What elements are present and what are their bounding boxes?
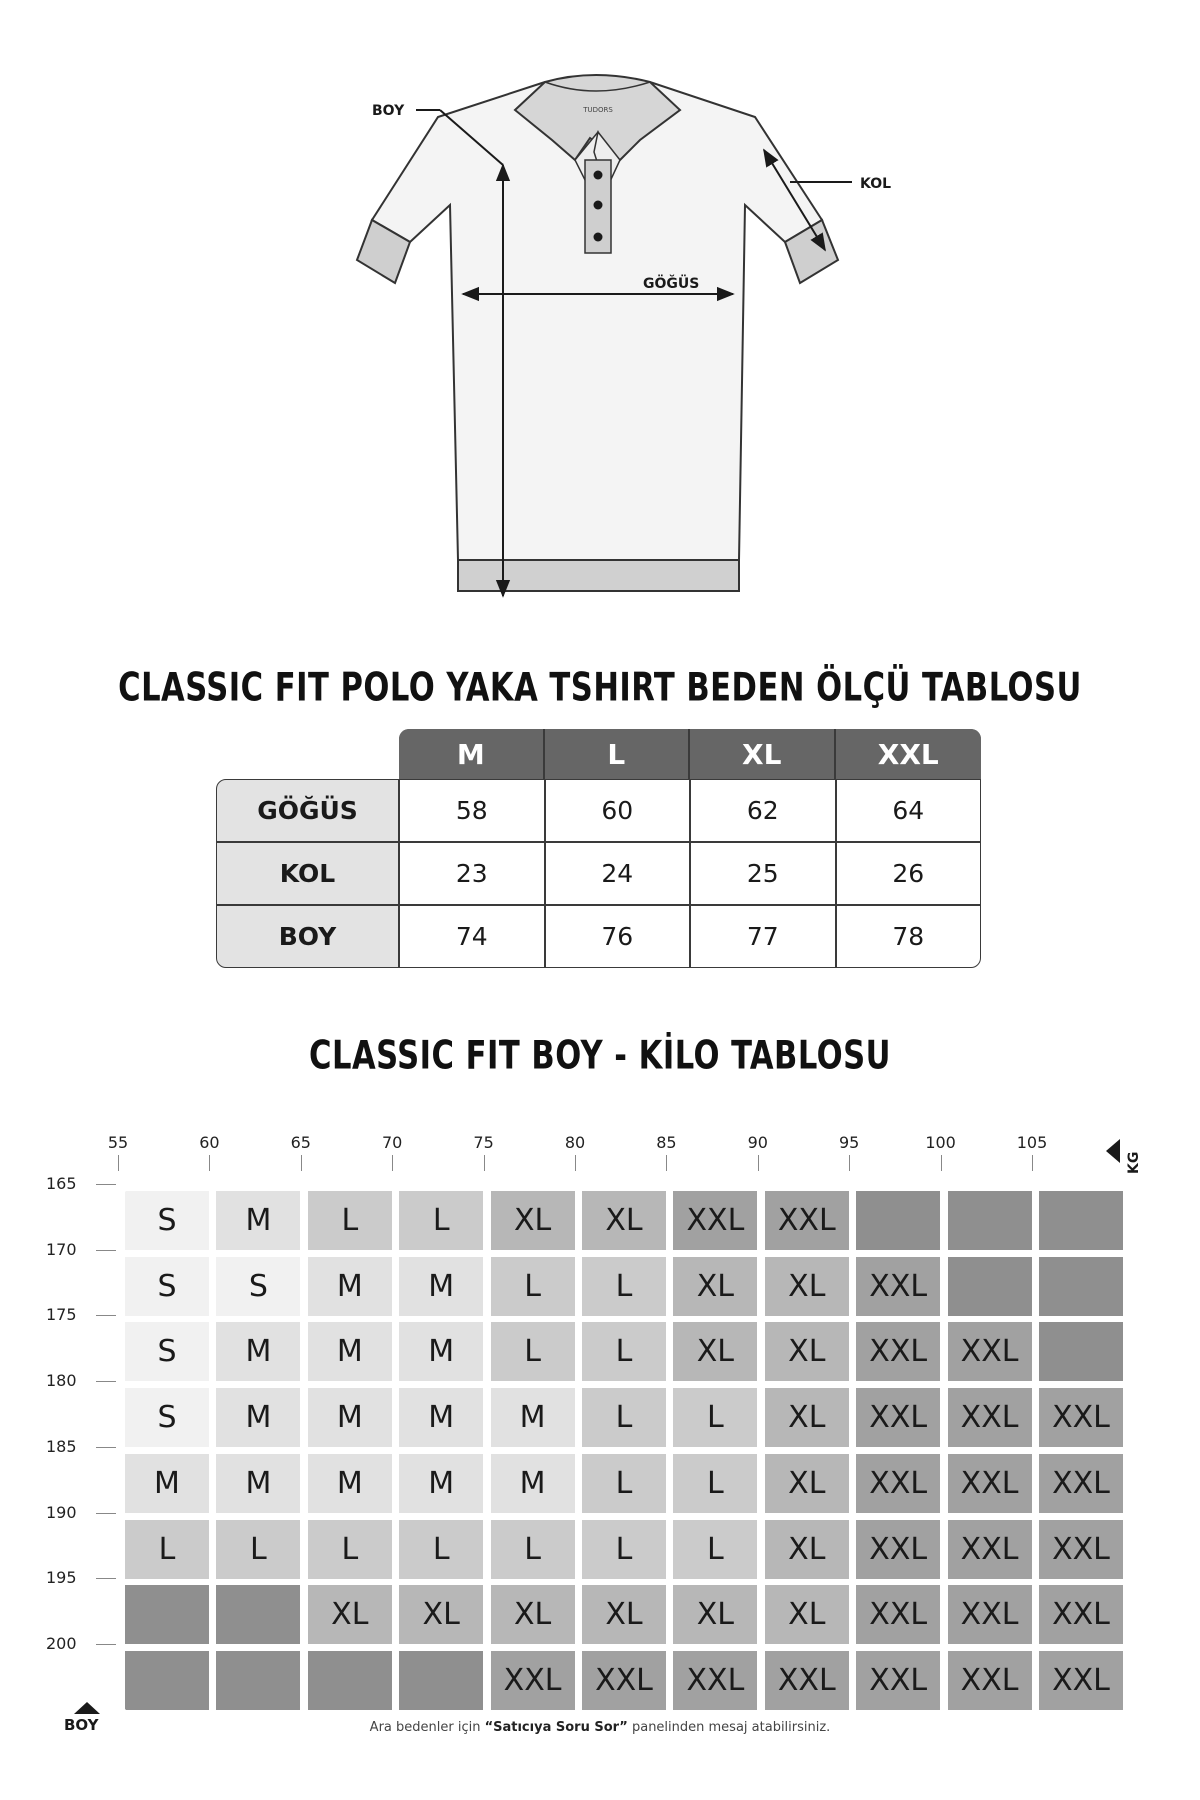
boy-tick-mark	[96, 1513, 116, 1514]
size-cell-xl: XL	[765, 1322, 849, 1381]
size-cell-l: L	[491, 1257, 575, 1316]
size-cell-xxl: XXL	[765, 1651, 849, 1710]
size-cell-l: L	[308, 1191, 392, 1250]
size-value-cell: 58	[399, 779, 545, 842]
size-cell-xxl: XXL	[856, 1520, 940, 1579]
size-cell-m: M	[216, 1388, 300, 1447]
footnote-prefix: Ara bedenler için	[369, 1720, 485, 1735]
boy-tick-mark	[96, 1381, 116, 1382]
size-cell-xxl: XXL	[856, 1257, 940, 1316]
kg-tick-mark	[209, 1155, 210, 1171]
size-cell-m: M	[491, 1388, 575, 1447]
size-cell-m: M	[216, 1191, 300, 1250]
size-value-cell: 78	[836, 905, 982, 968]
boy-measure-label: BOY	[372, 103, 405, 119]
size-cell-xxl: XXL	[856, 1388, 940, 1447]
size-cell-l: L	[582, 1388, 666, 1447]
size-cell-empty	[308, 1651, 392, 1710]
size-cell-empty	[948, 1191, 1032, 1250]
boy-tick-mark	[96, 1578, 116, 1579]
size-cell-xxl: XXL	[673, 1651, 757, 1710]
boy-tick-label: 170	[46, 1239, 77, 1259]
size-row-label: KOL	[216, 842, 399, 905]
size-cell-xl: XL	[673, 1585, 757, 1644]
size-cell-l: L	[673, 1388, 757, 1447]
size-header-l: L	[545, 729, 691, 779]
boy-tick-label: 200	[46, 1633, 77, 1653]
size-cell-xxl: XXL	[856, 1454, 940, 1513]
size-value-cell: 26	[836, 842, 982, 905]
size-cell-empty	[1039, 1257, 1123, 1316]
kg-tick-label: 70	[382, 1133, 403, 1152]
size-value-cell: 24	[545, 842, 691, 905]
size-value-cell: 60	[545, 779, 691, 842]
size-cell-xl: XL	[765, 1520, 849, 1579]
size-cell-xxl: XXL	[856, 1585, 940, 1644]
boy-tick-label: 190	[46, 1502, 77, 1522]
size-cell-xl: XL	[765, 1585, 849, 1644]
size-table-header-row	[399, 729, 981, 779]
size-cell-xl: XL	[673, 1322, 757, 1381]
size-cell-empty	[856, 1191, 940, 1250]
size-value-cell: 76	[545, 905, 691, 968]
size-cell-s: S	[216, 1257, 300, 1316]
size-cell-xl: XL	[765, 1257, 849, 1316]
size-cell-m: M	[308, 1454, 392, 1513]
size-cell-xxl: XXL	[673, 1191, 757, 1250]
size-cell-empty	[1039, 1322, 1123, 1381]
size-cell-empty	[1039, 1191, 1123, 1250]
size-cell-l: L	[582, 1257, 666, 1316]
size-cell-xl: XL	[582, 1191, 666, 1250]
kg-tick-mark	[758, 1155, 759, 1171]
kg-tick-label: 95	[839, 1133, 860, 1152]
size-table-title: CLASSIC FIT POLO YAKA TSHIRT BEDEN ÖLÇÜ TABLOSU	[118, 665, 1082, 711]
boy-tick-mark	[96, 1447, 116, 1448]
size-cell-m: M	[491, 1454, 575, 1513]
size-cell-xl: XL	[673, 1257, 757, 1316]
boy-tick-mark	[96, 1315, 116, 1316]
gogus-measure-label: GÖĞÜS	[643, 276, 700, 292]
size-cell-l: L	[673, 1454, 757, 1513]
boy-tick-label: 180	[46, 1371, 77, 1391]
size-cell-m: M	[125, 1454, 209, 1513]
size-cell-m: M	[216, 1322, 300, 1381]
kg-tick-label: 85	[656, 1133, 677, 1152]
size-cell-s: S	[125, 1388, 209, 1447]
kg-tick-label: 55	[107, 1133, 129, 1152]
footnote-suffix: panelinden mesaj atabilirsiniz.	[627, 1720, 831, 1735]
size-cell-m: M	[399, 1322, 483, 1381]
size-cell-xxl: XXL	[1039, 1651, 1123, 1710]
size-value-cell: 64	[836, 779, 982, 842]
size-cell-m: M	[399, 1388, 483, 1447]
size-header-xl: XL	[690, 729, 836, 779]
kg-tick-label: 60	[199, 1133, 220, 1152]
size-cell-l: L	[582, 1322, 666, 1381]
kg-tick-mark	[666, 1155, 667, 1171]
size-cell-xl: XL	[582, 1585, 666, 1644]
size-row-label: GÖĞÜS	[216, 779, 399, 842]
size-cell-xxl: XXL	[856, 1322, 940, 1381]
polo-shirt-diagram	[0, 0, 1200, 620]
size-cell-l: L	[491, 1520, 575, 1579]
size-cell-xxl: XXL	[948, 1651, 1032, 1710]
button-dot-icon	[594, 233, 603, 242]
size-cell-m: M	[308, 1388, 392, 1447]
button-dot-icon	[594, 201, 603, 210]
size-cell-m: M	[308, 1322, 392, 1381]
kg-tick-mark	[118, 1155, 119, 1171]
kg-tick-label: 90	[747, 1133, 768, 1152]
size-cell-l: L	[673, 1520, 757, 1579]
size-measurement-table	[216, 729, 981, 967]
footnote	[0, 1720, 1200, 1735]
boy-tick-mark	[96, 1250, 116, 1251]
size-value-cell: 23	[399, 842, 545, 905]
size-cell-xxl: XXL	[948, 1388, 1032, 1447]
size-cell-l: L	[491, 1322, 575, 1381]
size-cell-s: S	[125, 1322, 209, 1381]
kg-tick-label: 80	[564, 1133, 586, 1152]
size-cell-xxl: XXL	[948, 1454, 1032, 1513]
size-cell-l: L	[308, 1520, 392, 1579]
kg-tick-mark	[301, 1155, 302, 1171]
boy-tick-label: 165	[46, 1174, 77, 1193]
size-cell-xl: XL	[765, 1388, 849, 1447]
size-value-cell: 62	[690, 779, 836, 842]
kg-tick-label: 75	[473, 1133, 494, 1152]
boy-arrow-icon	[72, 1700, 102, 1716]
size-cell-m: M	[399, 1454, 483, 1513]
size-cell-xl: XL	[308, 1585, 392, 1644]
kg-axis-label: KG	[1126, 1151, 1142, 1174]
size-cell-m: M	[216, 1454, 300, 1513]
size-cell-s: S	[125, 1191, 209, 1250]
size-cell-empty	[216, 1585, 300, 1644]
size-cell-xxl: XXL	[765, 1191, 849, 1250]
size-cell-l: L	[582, 1454, 666, 1513]
size-cell-xl: XL	[491, 1191, 575, 1250]
boy-axis-label: BOY	[64, 1716, 99, 1734]
kg-tick-mark	[941, 1155, 942, 1171]
size-cell-xxl: XXL	[948, 1322, 1032, 1381]
kg-tick-mark	[484, 1155, 485, 1171]
size-header-xxl: XXL	[836, 729, 982, 779]
size-value-cell: 77	[690, 905, 836, 968]
size-cell-xxl: XXL	[1039, 1585, 1123, 1644]
kg-tick-mark	[575, 1155, 576, 1171]
size-cell-l: L	[399, 1191, 483, 1250]
size-cell-empty	[125, 1585, 209, 1644]
size-cell-xl: XL	[765, 1454, 849, 1513]
button-dot-icon	[594, 171, 603, 180]
size-cell-m: M	[308, 1257, 392, 1316]
size-row-label: BOY	[216, 905, 399, 968]
kg-tick-mark	[392, 1155, 393, 1171]
boy-tick-label: 175	[46, 1305, 77, 1325]
size-cell-empty	[948, 1257, 1032, 1316]
size-cell-xxl: XXL	[491, 1651, 575, 1710]
size-value-cell: 25	[690, 842, 836, 905]
boy-tick-label: 195	[46, 1568, 77, 1588]
size-cell-xxl: XXL	[582, 1651, 666, 1710]
size-cell-xxl: XXL	[1039, 1388, 1123, 1447]
footnote-bold: “Satıcıya Soru Sor”	[484, 1720, 628, 1735]
size-cell-l: L	[125, 1520, 209, 1579]
size-cell-s: S	[125, 1257, 209, 1316]
size-cell-empty	[399, 1651, 483, 1710]
kg-tick-label: 65	[290, 1133, 311, 1152]
boy-tick-mark	[96, 1644, 116, 1645]
kol-measure-label: KOL	[860, 176, 892, 192]
size-cell-xxl: XXL	[948, 1520, 1032, 1579]
brand-logo: TUDORS	[583, 106, 613, 114]
boy-tick-mark	[96, 1184, 116, 1185]
size-cell-xl: XL	[399, 1585, 483, 1644]
size-cell-xxl: XXL	[1039, 1454, 1123, 1513]
kg-tick-label: 105	[1016, 1133, 1048, 1152]
size-cell-empty	[216, 1651, 300, 1710]
size-cell-xxl: XXL	[856, 1651, 940, 1710]
kg-tick-label: 100	[925, 1133, 956, 1152]
size-cell-empty	[125, 1651, 209, 1710]
size-cell-l: L	[582, 1520, 666, 1579]
boy-kilo-title: CLASSIC FIT BOY - KİLO TABLOSU	[309, 1033, 891, 1079]
boy-tick-label: 185	[46, 1436, 77, 1456]
size-cell-xxl: XXL	[948, 1585, 1032, 1644]
kg-tick-mark	[1032, 1155, 1033, 1171]
size-cell-xl: XL	[491, 1585, 575, 1644]
size-cell-m: M	[399, 1257, 483, 1316]
size-cell-l: L	[399, 1520, 483, 1579]
size-header-m: M	[399, 729, 545, 779]
size-cell-xxl: XXL	[1039, 1520, 1123, 1579]
kg-tick-mark	[849, 1155, 850, 1171]
boy-kilo-grid	[122, 1188, 1127, 1713]
size-value-cell: 74	[399, 905, 545, 968]
size-cell-l: L	[216, 1520, 300, 1579]
